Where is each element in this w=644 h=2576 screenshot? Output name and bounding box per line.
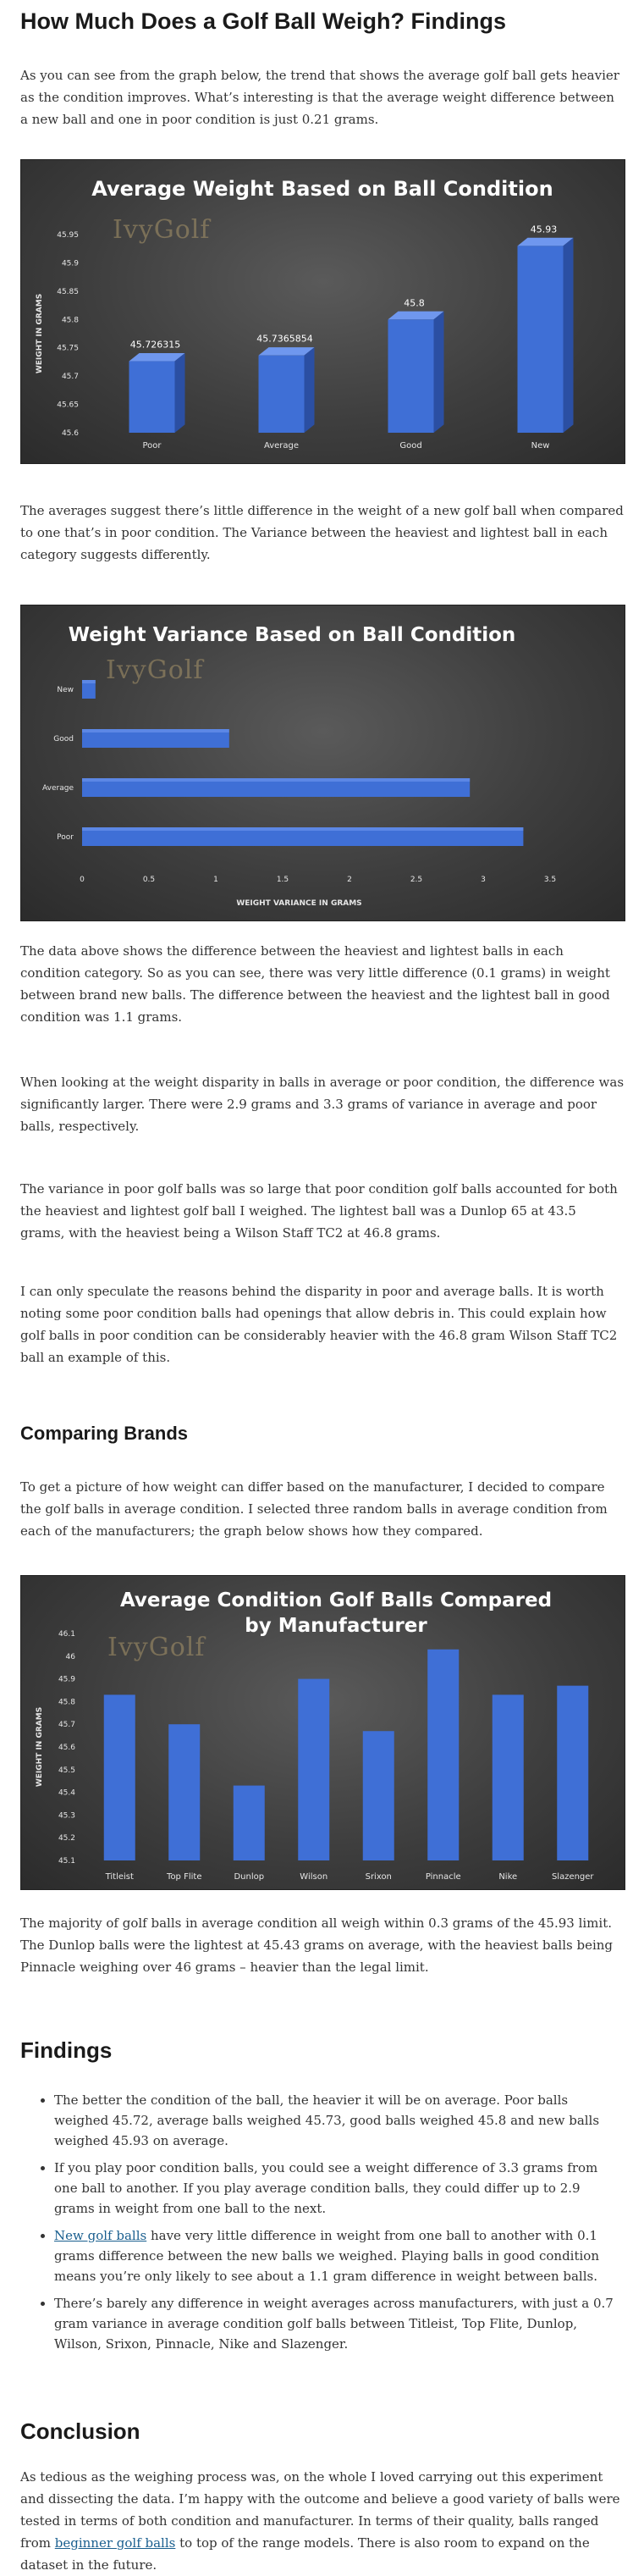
y-tick-label: 45.6 [61,429,79,438]
bar [427,1650,459,1860]
chart-manufacturer-svg [21,1576,625,1889]
y-tick-label: 45.5 [58,1766,75,1775]
y-tick-label: 45.85 [57,287,79,296]
y-tick-label: 45.7 [61,373,79,382]
x-tick-label: Average [263,441,300,451]
y-tick-label: New [57,686,74,694]
y-tick-label: 45.8 [61,316,79,325]
bar [234,1786,265,1860]
y-tick-label: Poor [57,833,74,842]
y-tick-label: 45.4 [58,1788,75,1798]
bar [168,1724,200,1860]
paragraph-averages: The averages suggest there’s little difference in the weight of a new golf ball when compared to one that’s in poor condition. The Variance between the heaviest and lightest ball in each category suggests differently. [20,503,624,562]
y-tick-label: 45.1 [58,1857,75,1866]
data-label: 45.726315 [129,339,181,351]
y-tick-label: 46 [65,1652,75,1661]
chart-title: Weight Variance Based on Ball Condition [68,624,516,646]
x-axis-label: WEIGHT VARIANCE IN GRAMS [236,899,362,908]
y-tick-label: 45.75 [57,344,79,353]
bar-side [175,353,185,433]
bar-highlight [82,680,96,683]
x-tick-label: Good [399,441,422,451]
bar [104,1694,135,1860]
chart-average-weight-svg [21,160,625,463]
data-label: 45.93 [530,224,558,235]
conclusion-text-end: to top of the range models. There is also room to expand on the dataset in the future. [20,2535,590,2573]
paragraph-speculate: I can only speculate the reasons behind the disparity in poor and average balls. It is worth noting some poor condition balls had openings that allow debris in. This could explain how golf balls in poor condition can be considerably heavier with the 46.8 gram Wilson Staff TC2 ball an example of this. [20,1284,618,1365]
watermark-logo: IvyGolf [106,655,204,685]
x-tick-label: Dunlop [234,1872,265,1882]
y-tick-label: 45.95 [57,231,79,240]
x-tick-label: 1.5 [276,876,289,884]
y-axis-label: WEIGHT IN GRAMS [36,293,44,374]
x-tick-label: Pinnacle [425,1872,461,1882]
y-axis-label: WEIGHT IN GRAMS [36,1706,44,1788]
x-tick-label: 0 [80,876,85,884]
paragraph-brands-intro: To get a picture of how weight can differ based on the manufacturer, I decided to compare the golf balls in average condition. I selected three random balls in average condition from each of the manufacturers; the graph below shows how they compared. [20,1479,608,1539]
paragraph-variance: The data above shows the difference between the heaviest and lightest balls in each condition category. So as you can see, there was very little difference (0.1 grams) in weight between brand new balls. The difference between the heaviest and the lightest ball in good condition was 1.1 grams. [20,943,610,1025]
x-tick-label: Srixon [365,1872,392,1882]
x-tick-label: 1 [213,876,218,884]
chart-weight-variance-svg [21,605,625,920]
y-tick-label: 45.6 [58,1744,75,1752]
paragraph-conclusion [20,2466,624,2576]
x-tick-label: 2 [347,876,352,884]
finding-text: There’s barely any difference in weight averages across manufacturers, with just a 0.7 gram variance in average condition golf balls between Titleist, Top Flite, Dunlop, Wilson, Srixon, Pinnacle, Nike and Slazenger. [54,2296,614,2352]
chart-weight-variance [20,605,625,921]
paragraph-disparity: When looking at the weight disparity in balls in average or poor condition, the difference was significantly larger. There were 2.9 grams and 3.3 grams of variance in average and poor balls, respectively. [20,1075,625,1134]
list-item [54,2225,624,2286]
x-tick-label: 3.5 [543,876,557,884]
y-tick-label: Average [42,784,74,793]
finding-text: have very little difference in weight from one ball to another with 0.1 grams difference between the new balls we weighed. Playing balls in good condition means you’re only likely to see about a 1.1 gram difference in weight between balls. [54,2228,599,2284]
chart-title-line-2: by Manufacturer [245,1615,427,1637]
bar-side [434,312,444,433]
bar [363,1731,394,1860]
y-tick-label: 45.9 [61,259,79,268]
chart-manufacturer [20,1575,625,1890]
bar-highlight [82,729,229,732]
bar [388,319,434,433]
chart-title-line-1: Average Condition Golf Balls Compared [119,1589,553,1611]
x-tick-label: Nike [498,1872,518,1882]
x-tick-label: Titleist [105,1872,134,1882]
bar-highlight [82,778,470,782]
y-tick-label: Good [53,735,74,744]
y-tick-label: 45.9 [58,1675,75,1684]
chart-title: Average Weight Based on Ball Condition [91,177,553,201]
x-tick-label: New [531,441,550,451]
conclusion-text: As tedious as the weighing process was, on the whole I loved carrying out this experiment and dissecting the data. I’m happy with the outcome and believe a good variety of balls were tested in terms of both condition and manufacturer. In terms of their quality, balls ranged from [20,2469,620,2551]
bar [129,362,175,433]
x-tick-label: Wilson [300,1872,328,1882]
article-title: How Much Does a Golf Ball Weigh? Findings [20,8,507,34]
heading-comparing-brands: Comparing Brands [20,1423,189,1444]
x-tick-label: 0.5 [142,876,156,884]
bar [493,1694,524,1860]
watermark-logo: IvyGolf [113,215,211,245]
findings-list [20,2090,624,2361]
finding-text: If you play poor condition balls, you could see a weight difference of 3.3 grams from one ball to another. If you play average condition balls, they could differ up to 2.9 grams in weight from one ball to the next. [54,2160,598,2216]
y-tick-label: 45.8 [58,1698,75,1707]
bar [259,356,305,433]
y-tick-label: 46.1 [58,1630,75,1639]
heading-findings: Findings [20,2037,113,2063]
bar-side [564,238,574,433]
data-label: 45.8 [404,297,425,309]
x-tick-label: Slazenger [551,1872,594,1882]
list-item [54,2090,624,2151]
watermark-logo: IvyGolf [107,1633,206,1662]
x-tick-label: Poor [142,441,162,451]
beginner-golf-balls-link[interactable]: beginner golf balls [54,2535,176,2551]
bar [557,1686,588,1860]
bar-side [305,347,315,433]
finding-text: The better the condition of the ball, the heavier it will be on average. Poor balls weighed 45.72, average balls weighed 45.73, good balls weighed 45.8 and new balls weighed 45.93 on average. [54,2092,600,2148]
x-tick-label: Top Flite [167,1872,202,1882]
paragraph-intro: As you can see from the graph below, the trend that shows the average golf ball gets heavier as the condition improves. What’s interesting is that the average weight difference between a new ball and one in poor condition is just 0.21 grams. [20,68,619,127]
bar-highlight [82,827,523,831]
list-item [54,2158,624,2219]
y-tick-label: 45.65 [57,401,79,410]
heading-conclusion: Conclusion [20,2418,140,2444]
chart-average-weight [20,159,625,464]
bar [298,1679,329,1860]
bar [518,246,564,433]
data-label: 45.7365854 [256,333,313,345]
y-tick-label: 45.2 [58,1834,75,1844]
x-tick-label: 3 [481,876,486,884]
paragraph-poor-balls: The variance in poor golf balls was so large that poor condition golf balls accounted for both the heaviest and lightest golf ball I weighed. The lightest ball was a Dunlop 65 at 43.5 grams, with the heaviest being a Wilson Staff TC2 at 46.8 grams. [20,1181,618,1241]
x-tick-label: 2.5 [410,876,423,884]
paragraph-brands-result: The majority of golf balls in average condition all weigh within 0.3 grams of the 45.93 limit. The Dunlop balls were the lightest at 45.43 grams on average, with the heaviest balls being Pinnacle weighing over 46 grams – heavier than the legal limit. [20,1915,614,1975]
y-tick-label: 45.7 [58,1721,75,1730]
y-tick-label: 45.3 [58,1811,75,1821]
list-item [54,2293,624,2354]
new-golf-balls-link[interactable]: New golf balls [54,2228,147,2243]
